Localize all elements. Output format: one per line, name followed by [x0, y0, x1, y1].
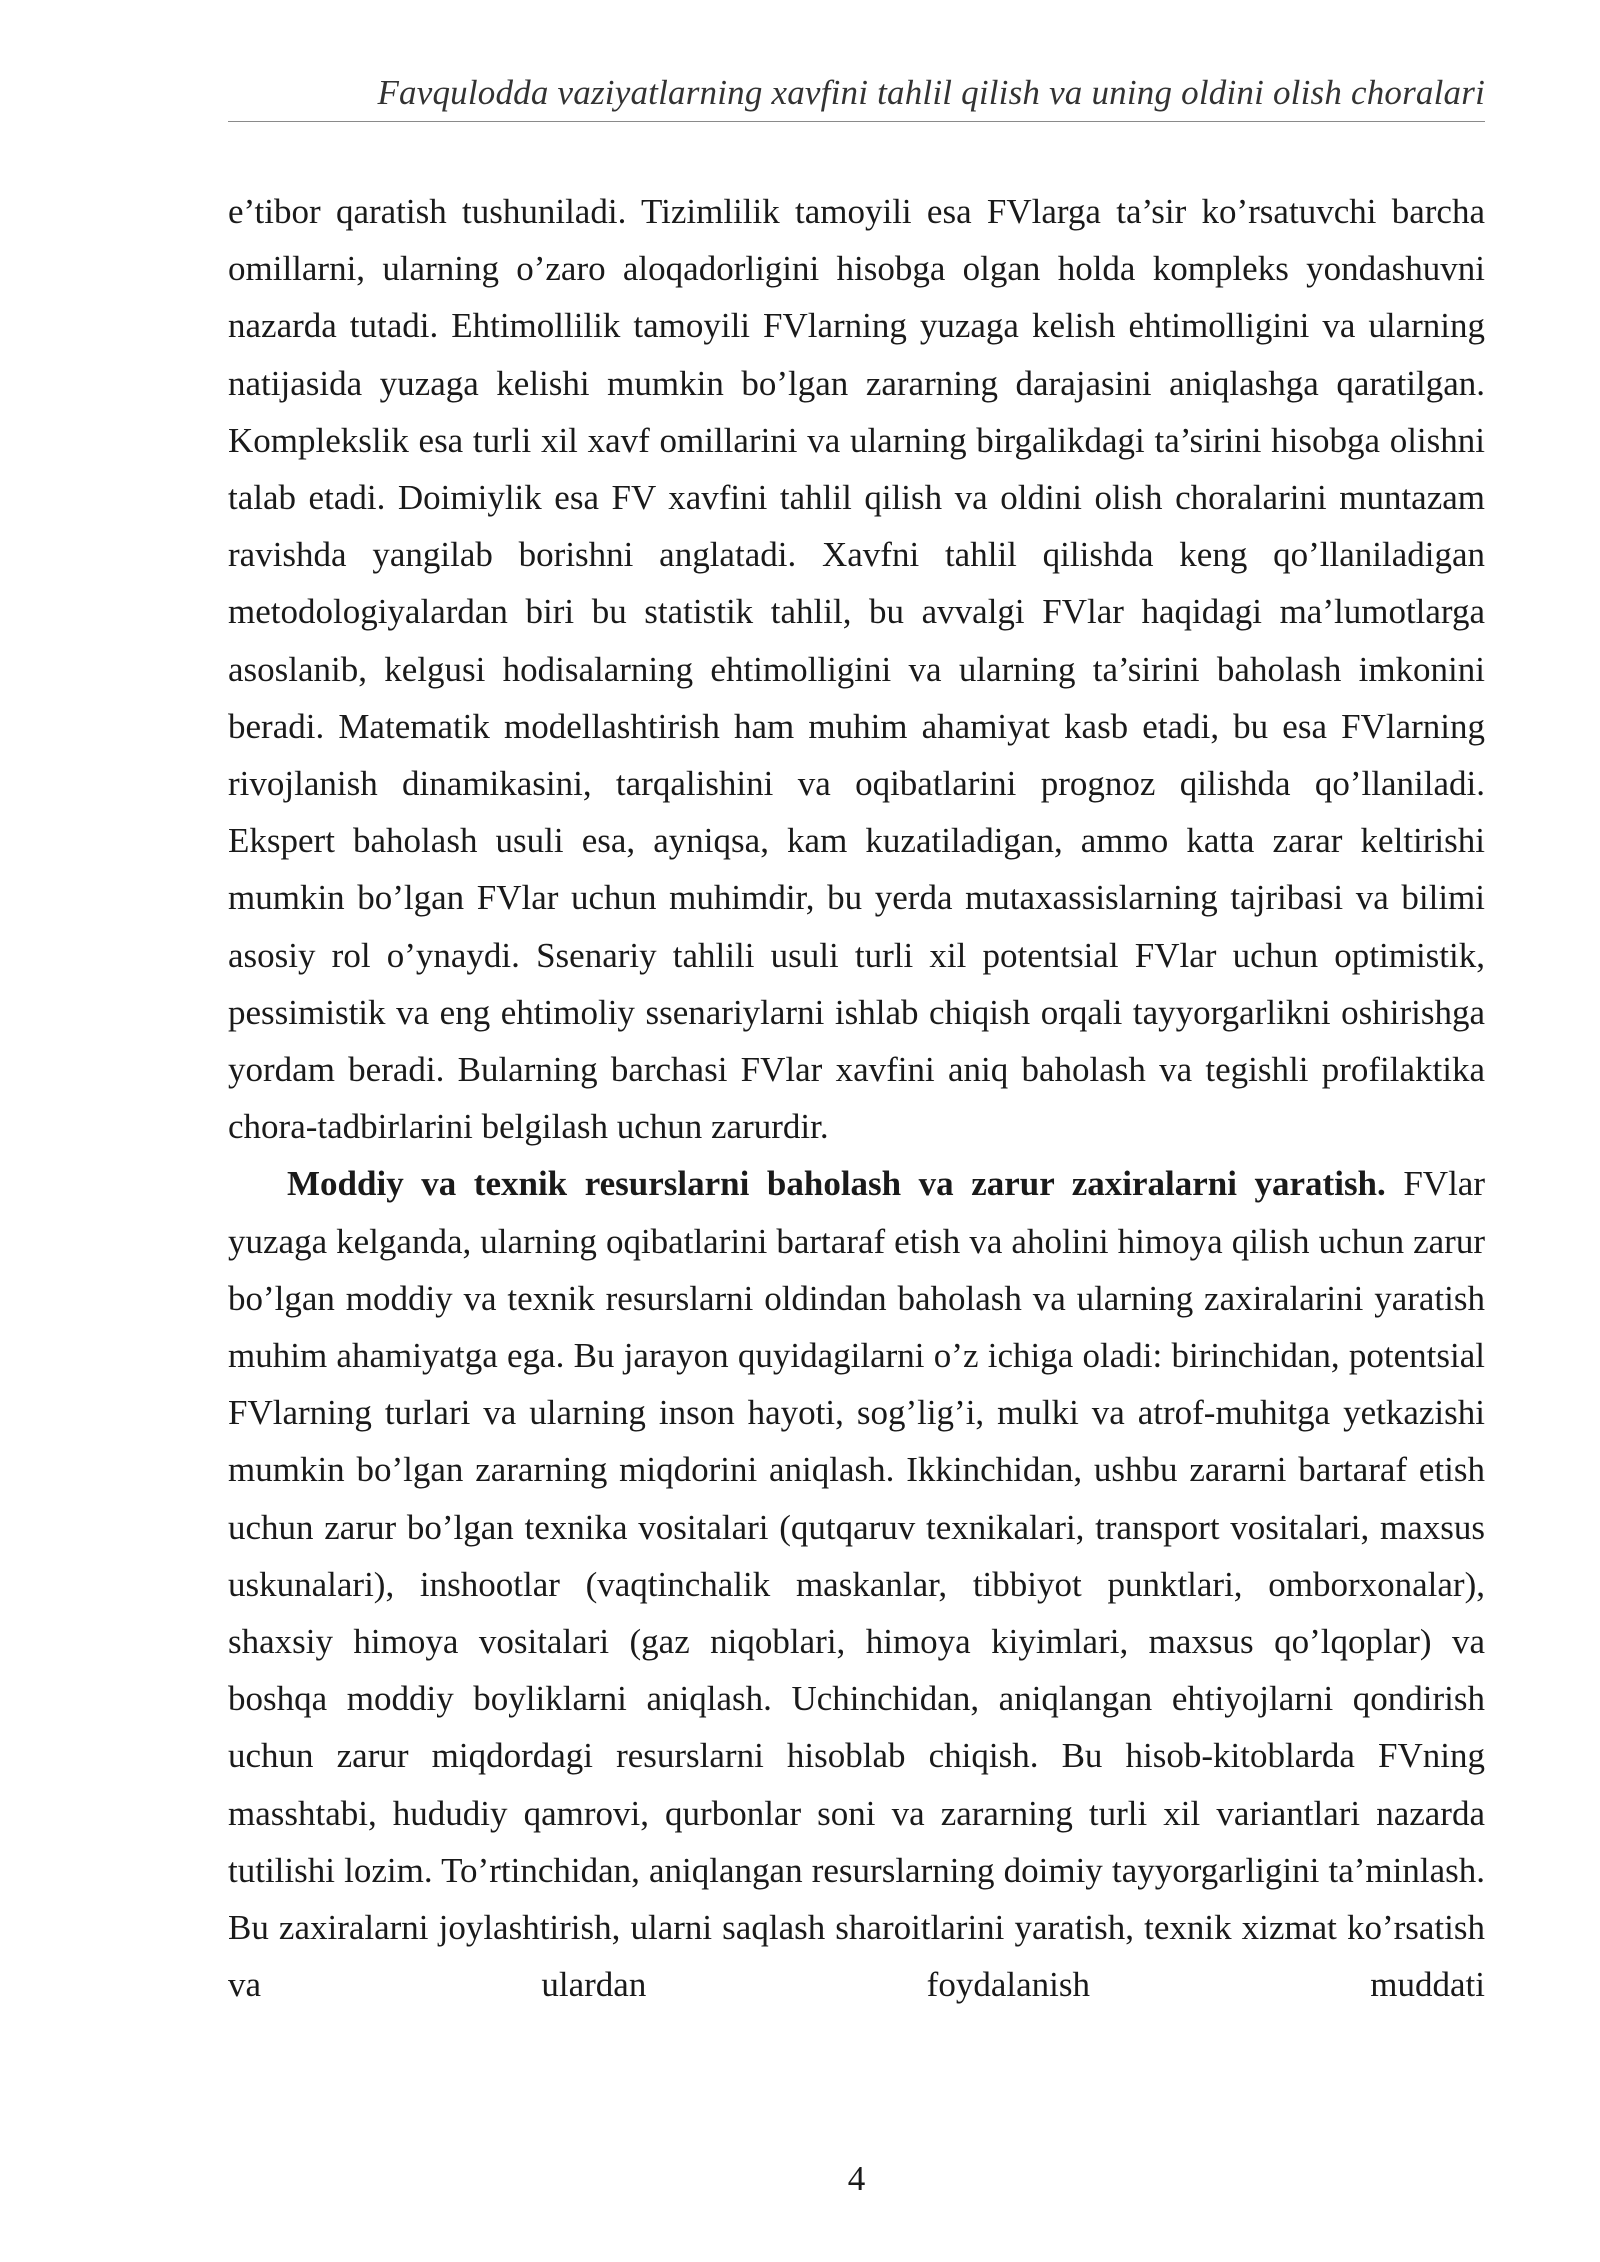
paragraph-resources — [228, 1155, 1485, 2013]
page-number: 4 — [847, 2159, 866, 2198]
paragraph-principles-and-methods: e’tibor qaratish tushuniladi. Tizimlilik tamoyili esa FVlarga ta’sir ko’rsatuvchi barcha omillarni, ularning o’zaro aloqadorligini hisobga olgan holda kompleks yondashuvni nazarda tutadi. Ehtimollilik tamoyili FVlarning yuzaga kelish ehtimolligini va ularning natijasida yuzaga kelishi mumkin bo’lgan zararning darajasini aniqlashga qaratilgan. Komplekslik esa turli xil xavf omillarini va ularning birgalikdagi ta’sirini hisobga olishni talab etadi. Doimiylik esa FV xavfini tahlil qilish va oldini olish choralarini muntazam ravishda yangilab borishni anglatadi. Xavfni tahlil qilishda keng qo’llaniladigan metodologiyalardan biri bu statistik tahlil, bu avvalgi FVlar haqidagi ma’lumotlarga asoslanib, kelgusi hodisalarning ehtimolligini va ularning ta’sirini baholash imkonini beradi. Matematik modellashtirish ham muhim ahamiyat kasb etadi, bu esa FVlarning rivojlanish dinamikasini, tarqalishini va oqibatlarini prognoz qilishda qo’llaniladi. Ekspert baholash usuli esa, ayniqsa, kam kuzatiladigan, ammo katta zarar keltirishi mumkin bo’lgan FVlar uchun muhimdir, bu yerda mutaxassislarning tajribasi va bilimi asosiy rol o’ynaydi. Ssenariy tahlili usuli turli xil potentsial FVlar uchun optimistik, pessimistik va eng ehtimoliy ssenariylarni ishlab chiqish orqali tayyorgarlikni oshirishga yordam beradi. Bularning barchasi FVlar xavfini aniq baholash va tegishli profilaktika chora-tadbirlarini belgilash uchun zarurdir. — [228, 192, 1485, 1147]
page-body — [228, 183, 1485, 2014]
paragraph-resources-text: FVlar yuzaga kelganda, ularning oqibatlarini bartaraf etish va aholini himoya qilish uchun zarur bo’lgan moddiy va texnik resurslarni oldindan baholash va ularning zaxiralarini yaratish muhim ahamiyatga ega. Bu jarayon quyidagilarni o’z ichiga oladi: birinchidan, potentsial FVlarning turlari va ularning inson hayoti, sog’lig’i, mulki va atrof-muhitga yetkazishi mumkin bo’lgan zararning miqdorini aniqlash. Ikkinchidan, ushbu zararni bartaraf etish uchun zarur bo’lgan texnika vositalari (qutqaruv texnikalari, transport vositalari, maxsus uskunalari), inshootlar (vaqtinchalik maskanlar, tibbiyot punktlari, omborxonalar), shaxsiy himoya vositalari (gaz niqoblari, himoya kiyimlari, maxsus qo’lqoplar) va boshqa moddiy boyliklarni aniqlash. Uchinchidan, aniqlangan ehtiyojlarni qondirish uchun zarur miqdordagi resurslarni hisoblab chiqish. Bu hisob-kitoblarda FVning masshtabi, hududiy qamrovi, qurbonlar soni va zararning turli xil variantlari nazarda tutilishi lozim. To’rtinchidan, aniqlangan resurslarning doimiy tayyorgarligini ta’minlash. Bu zaxiralarni joylashtirish, ularni saqlash sharoitlarini yaratish, texnik xizmat ko’rsatish va ulardan foydalanish muddati — [228, 1164, 1485, 2005]
running-header: Favqulodda vaziyatlarning xavfini tahlil qilish va uning oldini olish choralari — [377, 73, 1485, 112]
section-heading: Moddiy va texnik resurslarni baholash va zarur zaxiralarni yaratish. — [287, 1164, 1386, 1204]
header-divider — [228, 121, 1485, 122]
